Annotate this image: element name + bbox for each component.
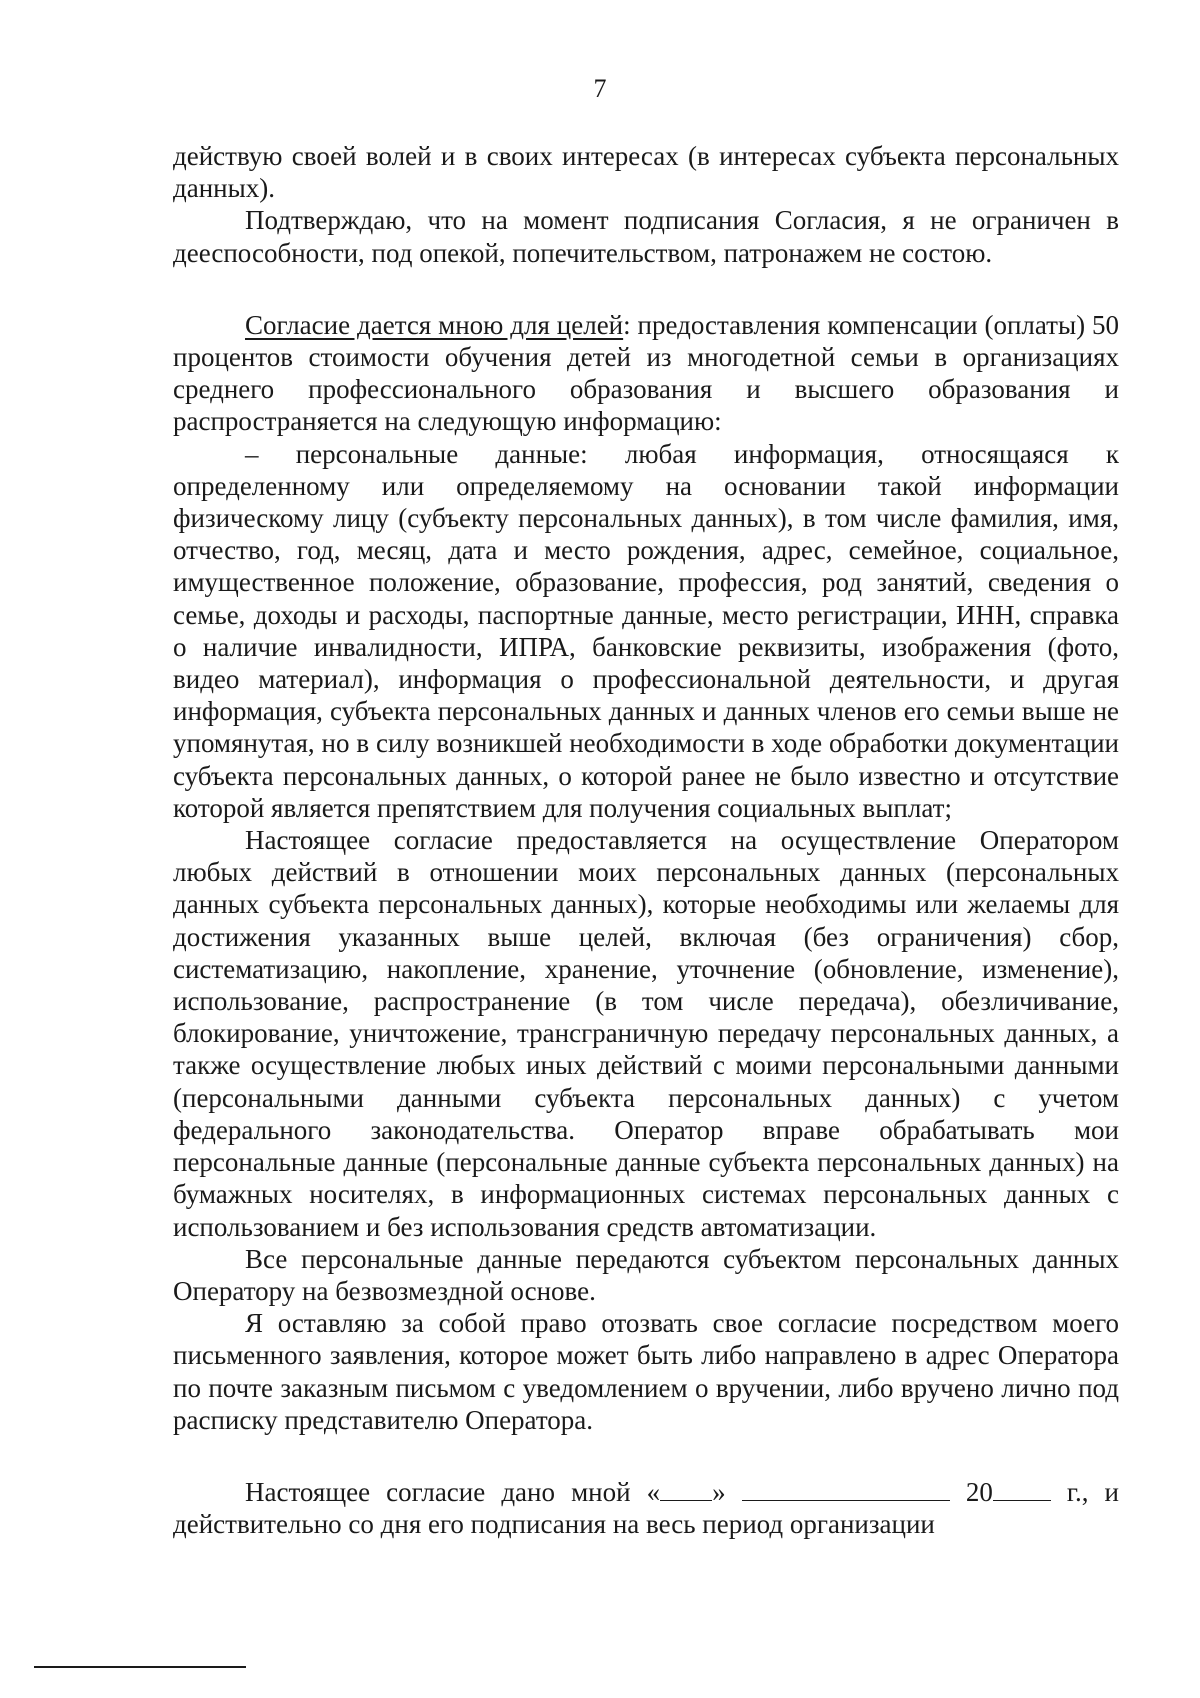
paragraph-free-transfer: Все персональные данные передаются субъектом персональных данных Оператору на безвозмездной основе. <box>173 1243 1119 1306</box>
date-line-prefix: Настоящее согласие дано мной « <box>245 1476 661 1507</box>
paragraph-operator-actions: Настоящее согласие предоставляется на осуществление Оператором любых действий в отношении моих персональных данных (персональных данных субъекта персональных данных), которые необходимы или желаемы для достижения указанных выше целей, включая (без ограничения) сбор, систематизацию, накопление, хранение, уточнение (обновление, изменение), использование, распространение (в том числе передача), обезличивание, блокирование, уничтожение, трансграничную передачу персональных данных, а также осуществление любых иных действий с моими персональными данными (персональными данными субъекта персональных данных) с учетом федерального законодательства. Оператор вправе обрабатывать мои персональные данные (персональные данные субъекта персональных данных) на бумажных носителях, в информационных системах персональных данных с использованием и без использования средств автоматизации. <box>173 825 1119 1242</box>
page-number: 7 <box>593 74 607 103</box>
paragraph-acting-own-will: действую своей волей и в своих интересах (в интересах субъекта персональных данных). <box>173 141 1119 204</box>
consent-purpose-label: Согласие дается мною для целей <box>245 309 624 340</box>
document-body <box>173 140 1119 1540</box>
month-blank <box>742 1476 950 1501</box>
paragraph-withdrawal-right: Я оставляю за собой право отозвать свое согласие посредством моего письменного заявления, которое может быть либо направлено в адрес Оператора по почте заказным письмом с уведомлением о вручении, либо вручено лично под расписку представителю Оператора. <box>173 1308 1119 1435</box>
footnote-rule <box>34 1666 246 1668</box>
paragraph-capacity-confirmation: Подтверждаю, что на момент подписания Согласия, я не ограничен в дееспособности, под опекой, попечительством, патронажем не состою. <box>173 205 1119 268</box>
date-line-continuation: и действительно со дня его подписания на весь период организации <box>173 1476 1120 1540</box>
paragraph-consent-purpose <box>173 309 1119 438</box>
date-line-quote-close: » <box>712 1476 742 1507</box>
year-blank <box>993 1476 1051 1501</box>
date-line-suffix: г., <box>1050 1476 1089 1507</box>
consent-purpose-text: предоставления компенсации (оплаты) 50 процентов стоимости обучения детей из многодетной семьи в организациях среднего профессионального образования и высшего образования и распространяется на следующую информацию: <box>173 309 1119 437</box>
paragraph-spacer <box>173 1436 1119 1476</box>
paragraph-spacer <box>173 269 1119 309</box>
date-line-year-prefix: 20 <box>949 1476 993 1507</box>
day-blank <box>660 1476 712 1501</box>
consent-purpose-colon: : <box>623 309 631 340</box>
paragraph-personal-data-definition: – персональные данные: любая информация, относящаяся к определенному или определяемому на основании такой информации физическому лицу (субъекту персональных данных), в том числе фамилия, имя, отчество, год, месяц, дата и место рождения, адрес, семейное, социальное, имущественное положение, образование, профессия, род занятий, сведения о семье, доходы и расходы, паспортные данные, место регистрации, ИНН, справка о наличие инвалидности, ИПРА, банковские реквизиты, изображения (фото, видео материал), информация о профессиональной деятельности, и другая информация, субъекта персональных данных и данных членов его семьи выше не упомянутая, но в силу возникшей необходимости в ходе обработки документации субъекта персональных данных, о которой ранее не было известно и отсутствие которой является препятствием для получения социальных выплат; <box>173 438 1119 823</box>
date-line <box>173 1476 1119 1540</box>
